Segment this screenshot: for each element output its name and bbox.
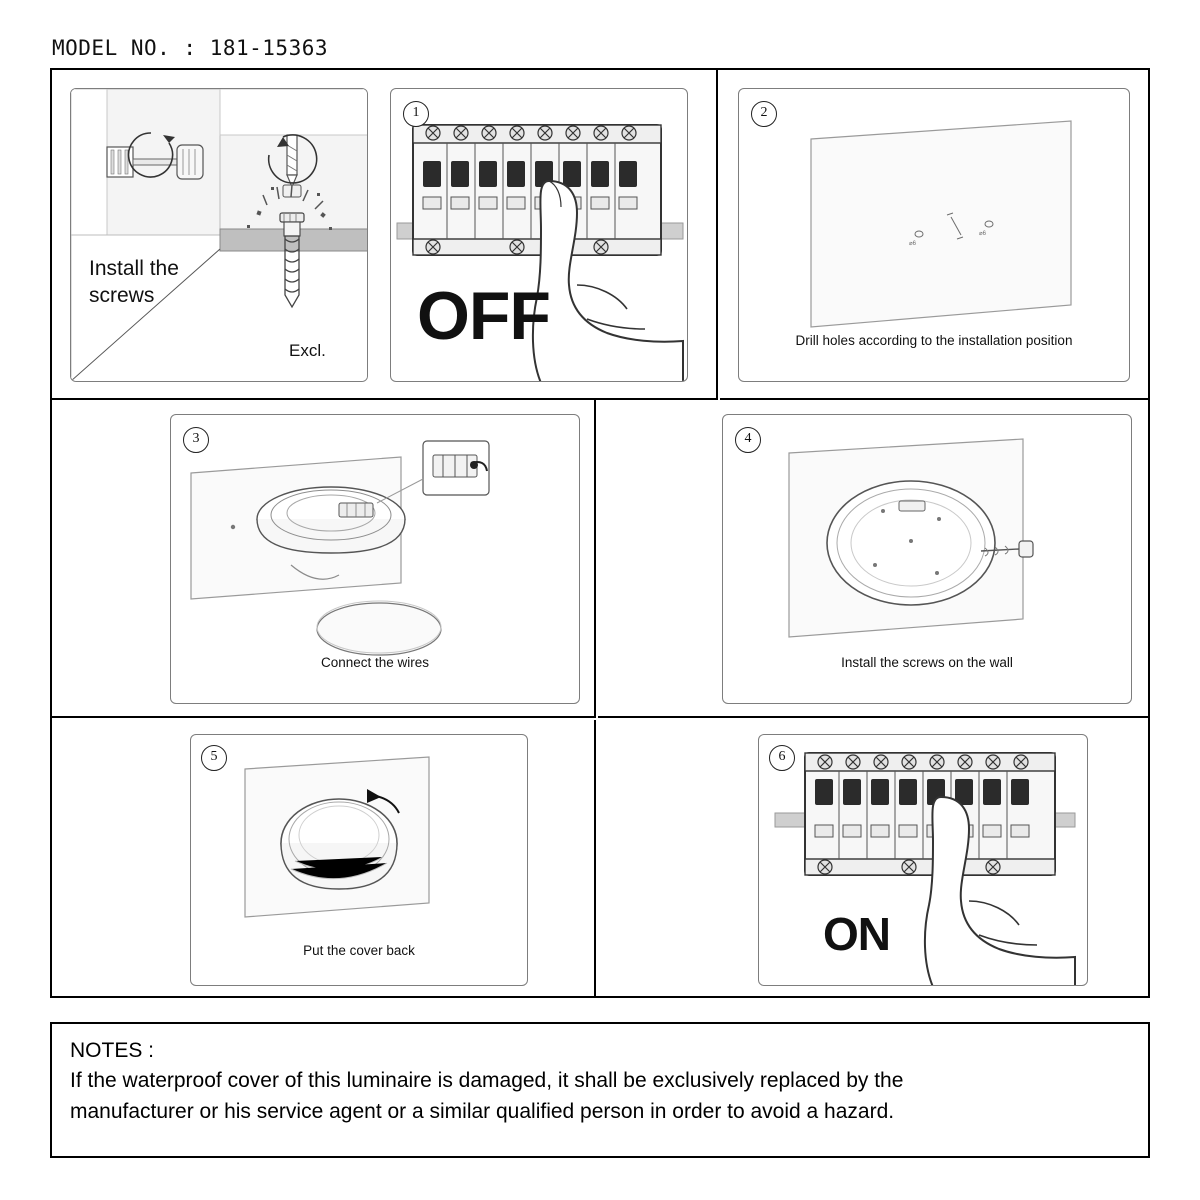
grid-cell-row3-right <box>598 720 1148 998</box>
svg-text:⌀6: ⌀6 <box>979 231 986 237</box>
grid-cell-row1-right <box>720 70 1148 400</box>
grid-cell-row1-left <box>52 70 718 400</box>
screws-illustration <box>71 89 368 382</box>
notes-line-2: manufacturer or his service agent or a similar qualified person in order to avoid a hazard. <box>70 1099 895 1123</box>
step-number-2: 2 <box>751 101 777 127</box>
steps-grid <box>50 68 1150 998</box>
notes-title: NOTES : <box>70 1039 155 1062</box>
step-4-caption: Install the screws on the wall <box>841 655 1013 670</box>
step-install-screws-card <box>70 88 368 382</box>
notes-box <box>50 1022 1150 1158</box>
grid-cell-row3-left <box>52 720 596 998</box>
notes-line-1: If the waterproof cover of this luminaire is damaged, it shall be exclusively replaced by the <box>70 1069 904 1093</box>
step-number-4: 4 <box>735 427 761 453</box>
step-1-off-card <box>390 88 688 382</box>
step-number-3: 3 <box>183 427 209 453</box>
step-2-caption: Drill holes according to the installation position <box>795 333 1073 348</box>
svg-text:⌀6: ⌀6 <box>909 241 916 247</box>
step-3-caption: Connect the wires <box>320 655 430 670</box>
step-6-on-card <box>758 734 1088 986</box>
step-5-cover-card <box>190 734 528 986</box>
breaker-on-illustration <box>759 735 1088 986</box>
grid-cell-row2-right <box>598 400 1148 718</box>
on-word: ON <box>823 908 890 960</box>
excl-label: Excl. <box>289 341 326 360</box>
step-number-5: 5 <box>201 745 227 771</box>
install-screws-label: Install the screws <box>89 257 179 308</box>
model-number: MODEL NO. : 181-15363 <box>52 36 329 60</box>
grid-cell-row2-left <box>52 400 596 718</box>
off-word: OFF <box>417 278 550 354</box>
step-number-6: 6 <box>769 745 795 771</box>
step-number-1: 1 <box>403 101 429 127</box>
step-4-screws-card <box>722 414 1132 704</box>
step-3-wires-card <box>170 414 580 704</box>
step-5-caption: Put the cover back <box>303 943 415 958</box>
step-2-drill-card <box>738 88 1130 382</box>
